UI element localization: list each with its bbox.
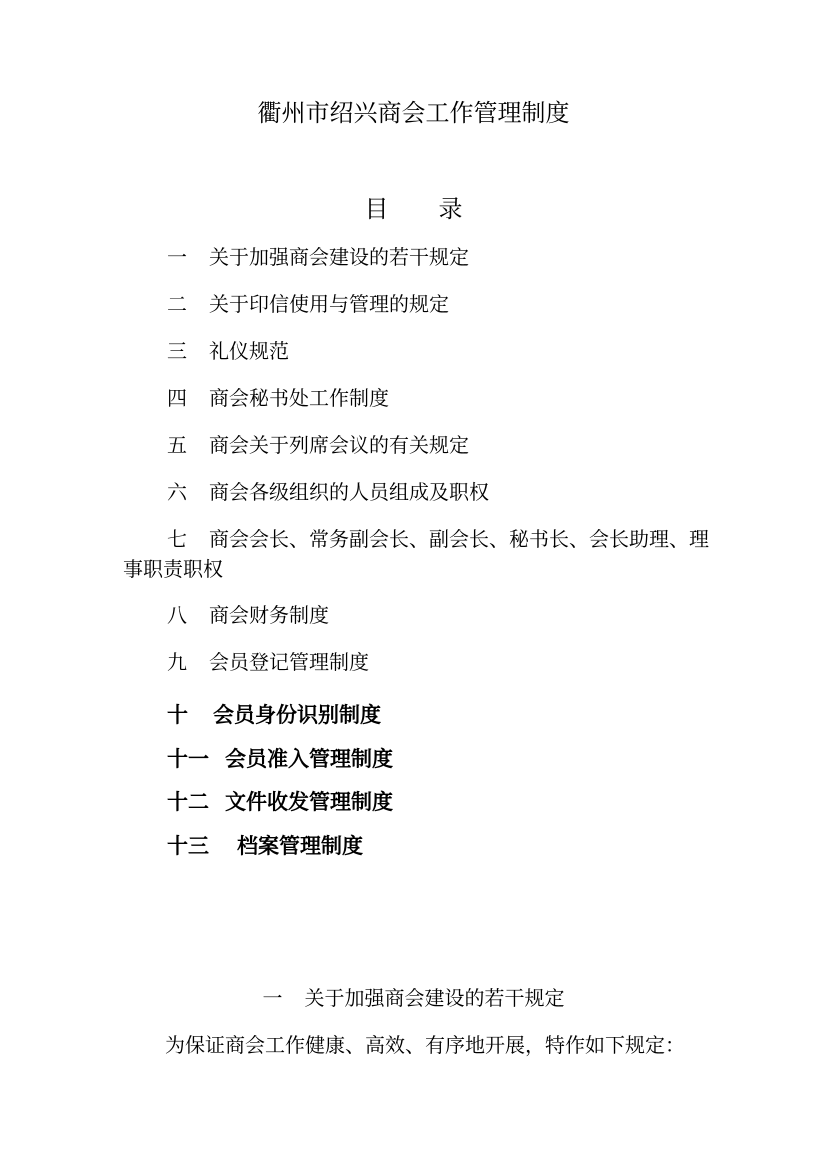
- toc-item-text: 文件收发管理制度: [225, 790, 393, 814]
- toc-item-text: 礼仪规范: [209, 339, 289, 363]
- toc-item-number: 七: [167, 527, 187, 551]
- toc-item-number: 十: [167, 703, 188, 727]
- toc-item-text: 关于加强商会建设的若干规定: [209, 245, 469, 269]
- toc-item-2: [167, 292, 449, 316]
- toc-item-text: 档案管理制度: [237, 834, 363, 858]
- toc-item-number: 三: [167, 339, 187, 363]
- toc-item-text: 商会关于列席会议的有关规定: [209, 433, 469, 457]
- toc-item-4: [167, 386, 389, 410]
- toc-item-text: 会员登记管理制度: [209, 650, 369, 674]
- toc-item-text: 关于印信使用与管理的规定: [209, 292, 449, 316]
- toc-item-5: [167, 433, 469, 457]
- section-number: 一: [262, 986, 283, 1010]
- toc-heading-right: 录: [438, 195, 463, 223]
- toc-item-3: [167, 339, 289, 363]
- section-intro-paragraph: 为保证商会工作健康、高效、有序地开展，特作如下规定：: [165, 1033, 685, 1057]
- toc-item-number: 十三: [167, 834, 209, 858]
- toc-item-number: 五: [167, 433, 187, 457]
- toc-item-13: [167, 834, 363, 858]
- toc-heading: [0, 192, 827, 226]
- toc-item-7: [123, 524, 723, 584]
- document-title: 衢州市绍兴商会工作管理制度: [257, 99, 570, 127]
- toc-item-text: 商会财务制度: [209, 603, 329, 627]
- toc-item-number: 六: [167, 480, 187, 504]
- toc-heading-left: 目: [364, 195, 389, 223]
- toc-item-number: 十一: [167, 747, 209, 771]
- toc-item-1: [167, 245, 469, 269]
- toc-item-number: 九: [167, 650, 187, 674]
- toc-item-6: [167, 480, 489, 504]
- toc-item-number: 二: [167, 292, 187, 316]
- toc-item-11: [167, 747, 393, 771]
- toc-item-number: 一: [167, 245, 187, 269]
- toc-item-number: 十二: [167, 790, 209, 814]
- toc-item-text: 商会会长、常务副会长、副会长、秘书长、会长助理、理事职责职权: [123, 527, 709, 581]
- toc-item-8: [167, 603, 329, 627]
- toc-item-text: 会员身份识别制度: [213, 703, 381, 727]
- toc-item-9: [167, 650, 369, 674]
- section-title-text: 关于加强商会建设的若干规定: [304, 986, 565, 1010]
- toc-item-10: [167, 703, 381, 727]
- toc-item-number: 四: [167, 386, 187, 410]
- toc-item-text: 商会各级组织的人员组成及职权: [209, 480, 489, 504]
- section-title: [0, 984, 827, 1012]
- toc-item-number: 八: [167, 603, 187, 627]
- toc-item-12: [167, 790, 393, 814]
- toc-item-text: 会员准入管理制度: [225, 747, 393, 771]
- toc-item-text: 商会秘书处工作制度: [209, 386, 389, 410]
